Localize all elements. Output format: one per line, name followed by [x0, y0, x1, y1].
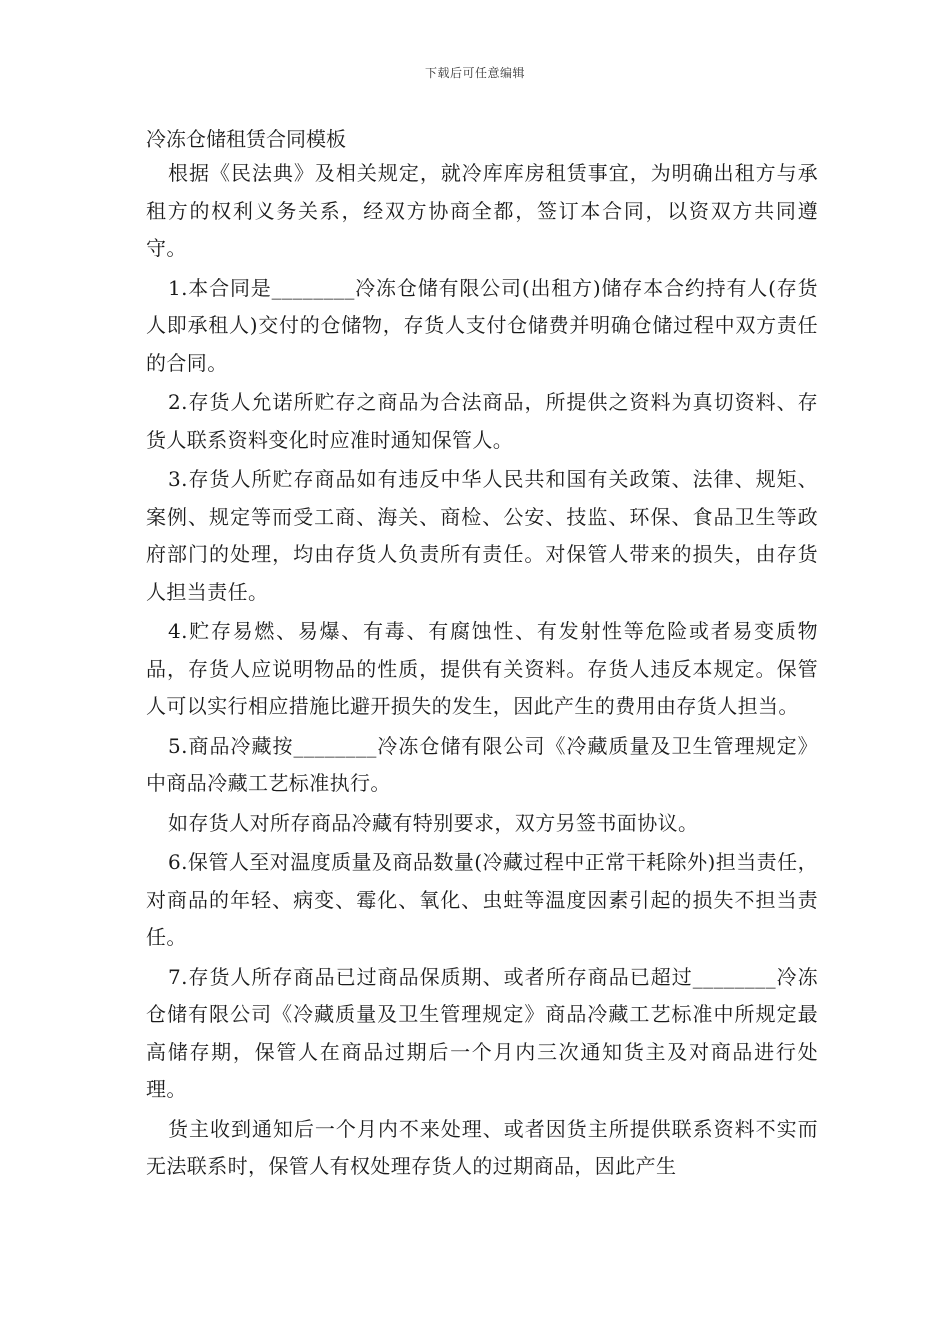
document-body [146, 155, 818, 1186]
header-note: 下载后可任意编辑 [424, 66, 525, 80]
paragraph-clause-6: 6.保管人至对温度质量及商品数量(冷藏过程中正常干耗除外)担当责任，对商品的年轻、病变、霉化、氧化、虫蛀等温度因素引起的损失不担当责任。 [146, 850, 818, 949]
paragraph-clause-5-note: 如存货人对所存商品冷藏有特别要求，双方另签书面协议。 [168, 810, 699, 835]
paragraph-clause-3: 3.存货人所贮存商品如有违反中华人民共和国有关政策、法律、规矩、案例、规定等而受工商、海关、商检、公安、技监、环保、食品卫生等政府部门的处理，均由存货人负责所有责任。对保管人带来的损失，由存货人担当责任。 [146, 467, 818, 604]
paragraph-clause-7: 7.存货人所存商品已过商品保质期、或者所存商品已超过________冷冻仓储有限公司《冷藏质量及卫生管理规定》商品冷藏工艺标准中所规定最高储存期，保管人在商品过期后一个月内三次通知货主及对商品进行处理。 [146, 964, 818, 1101]
paragraph-clause-4: 4.贮存易燃、易爆、有毒、有腐蚀性、有发射性等危险或者易变质物品，存货人应说明物品的性质，提供有关资料。存货人违反本规定。保管人可以实行相应措施比避开损失的发生，因此产生的费用由存货人担当。 [146, 619, 818, 718]
paragraph-clause-1: 1.本合同是________冷冻仓储有限公司(出租方)储存本合约持有人(存货人即承租人)交付的仓储物，存货人支付仓储费并明确仓储过程中双方责任的合同。 [146, 275, 818, 375]
document-title: 冷冻仓储租赁合同模板 [146, 127, 346, 151]
paragraph-clause-7-continued: 货主收到通知后一个月内不来处理、或者因货主所提供联系资料不实而无法联系时，保管人有权处理存货人的过期商品，因此产生 [146, 1116, 818, 1178]
paragraph-intro: 根据《民法典》及相关规定，就冷库库房租赁事宜，为明确出租方与承租方的权利义务关系，经双方协商全都，签订本合同，以资双方共同遵守。 [146, 161, 818, 260]
paragraph-clause-2: 2.存货人允诺所贮存之商品为合法商品，所提供之资料为真切资料、存货人联系资料变化时应准时通知保管人。 [146, 390, 818, 452]
paragraph-clause-5: 5.商品冷藏按________冷冻仓储有限公司《冷藏质量及卫生管理规定》中商品冷藏工艺标准执行。 [146, 733, 818, 795]
